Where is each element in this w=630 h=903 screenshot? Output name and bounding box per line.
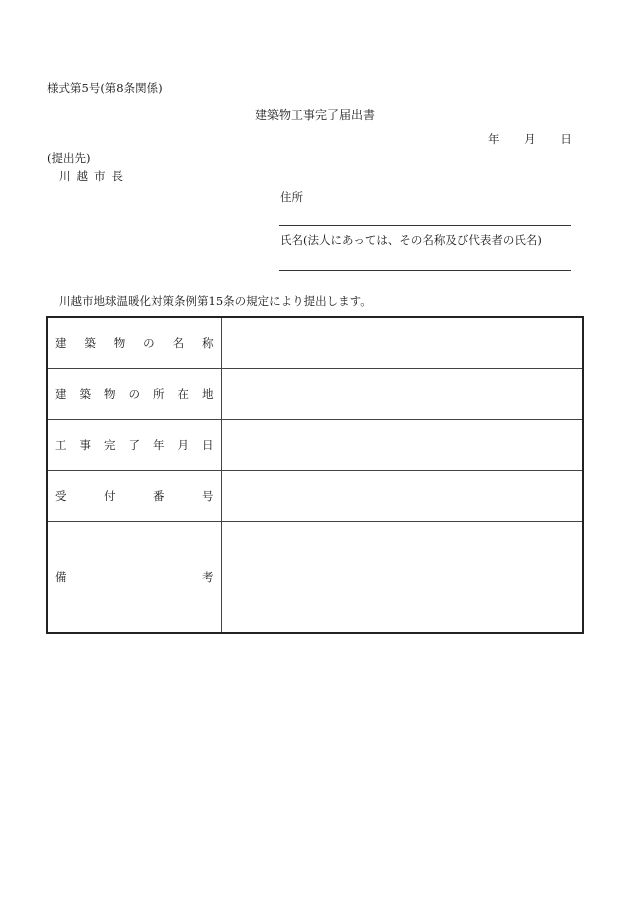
row-label-completion-date bbox=[47, 419, 221, 470]
label-char: 備 bbox=[55, 569, 67, 584]
label-char: 番 bbox=[153, 488, 165, 503]
table-row bbox=[47, 317, 583, 368]
label-char: 築 bbox=[79, 386, 91, 401]
label-char: 工 bbox=[55, 437, 67, 452]
table-row bbox=[47, 470, 583, 521]
label-char: 所 bbox=[153, 386, 165, 401]
label-char: の bbox=[143, 335, 155, 350]
recipient-name: 川越市長 bbox=[59, 169, 129, 183]
label-char: 称 bbox=[201, 335, 214, 350]
label-char: 月 bbox=[177, 437, 189, 452]
row-label-remarks bbox=[47, 521, 221, 633]
building-location-field[interactable] bbox=[221, 368, 583, 419]
table-row bbox=[47, 368, 583, 419]
row-label-reception-number bbox=[47, 470, 221, 521]
label-char: 付 bbox=[104, 488, 116, 503]
address-field-line[interactable] bbox=[279, 225, 571, 226]
recipient-label: (提出先) bbox=[47, 151, 91, 165]
completion-date-field[interactable] bbox=[221, 419, 583, 470]
name-label: 氏名(法人にあっては、その名称及び代表者の氏名) bbox=[280, 233, 542, 247]
label-char: 在 bbox=[177, 386, 189, 401]
reception-number-field[interactable] bbox=[221, 470, 583, 521]
document-title: 建築物工事完了届出書 bbox=[254, 108, 375, 122]
label-char: 建 bbox=[55, 335, 67, 350]
spread-label bbox=[55, 488, 214, 504]
label-char: 地 bbox=[202, 386, 214, 401]
label-char: 号 bbox=[202, 488, 214, 503]
label-char: 年 bbox=[153, 437, 165, 452]
form-number: 様式第5号(第8条関係) bbox=[47, 81, 163, 95]
label-char: 物 bbox=[113, 335, 126, 350]
date-year-label: 年 bbox=[488, 132, 500, 146]
date-month-label: 月 bbox=[524, 132, 536, 146]
name-field-line[interactable] bbox=[279, 270, 571, 271]
date-line bbox=[488, 131, 572, 147]
building-name-field[interactable] bbox=[221, 317, 583, 368]
address-label: 住所 bbox=[280, 190, 303, 204]
table-row bbox=[47, 521, 583, 633]
notification-table bbox=[46, 316, 584, 634]
spread-label bbox=[55, 335, 214, 351]
table-row bbox=[47, 419, 583, 470]
label-char: 完 bbox=[104, 437, 116, 452]
label-char: 了 bbox=[128, 437, 140, 452]
row-label-building-location bbox=[47, 368, 221, 419]
submission-statement: 川越市地球温暖化対策条例第15条の規定により提出します。 bbox=[59, 294, 372, 308]
spread-label bbox=[55, 386, 214, 402]
remarks-field[interactable] bbox=[221, 521, 583, 633]
date-day-label: 日 bbox=[560, 132, 572, 146]
label-char: 物 bbox=[104, 386, 116, 401]
spread-label bbox=[55, 437, 214, 453]
label-char: 受 bbox=[55, 488, 67, 503]
label-char: 名 bbox=[172, 335, 185, 350]
label-char: 日 bbox=[202, 437, 214, 452]
spread-label bbox=[55, 569, 214, 585]
label-char: 建 bbox=[55, 386, 67, 401]
row-label-building-name bbox=[47, 317, 221, 368]
label-char: の bbox=[128, 386, 140, 401]
label-char: 考 bbox=[202, 569, 214, 584]
label-char: 築 bbox=[84, 335, 96, 350]
label-char: 事 bbox=[79, 437, 91, 452]
